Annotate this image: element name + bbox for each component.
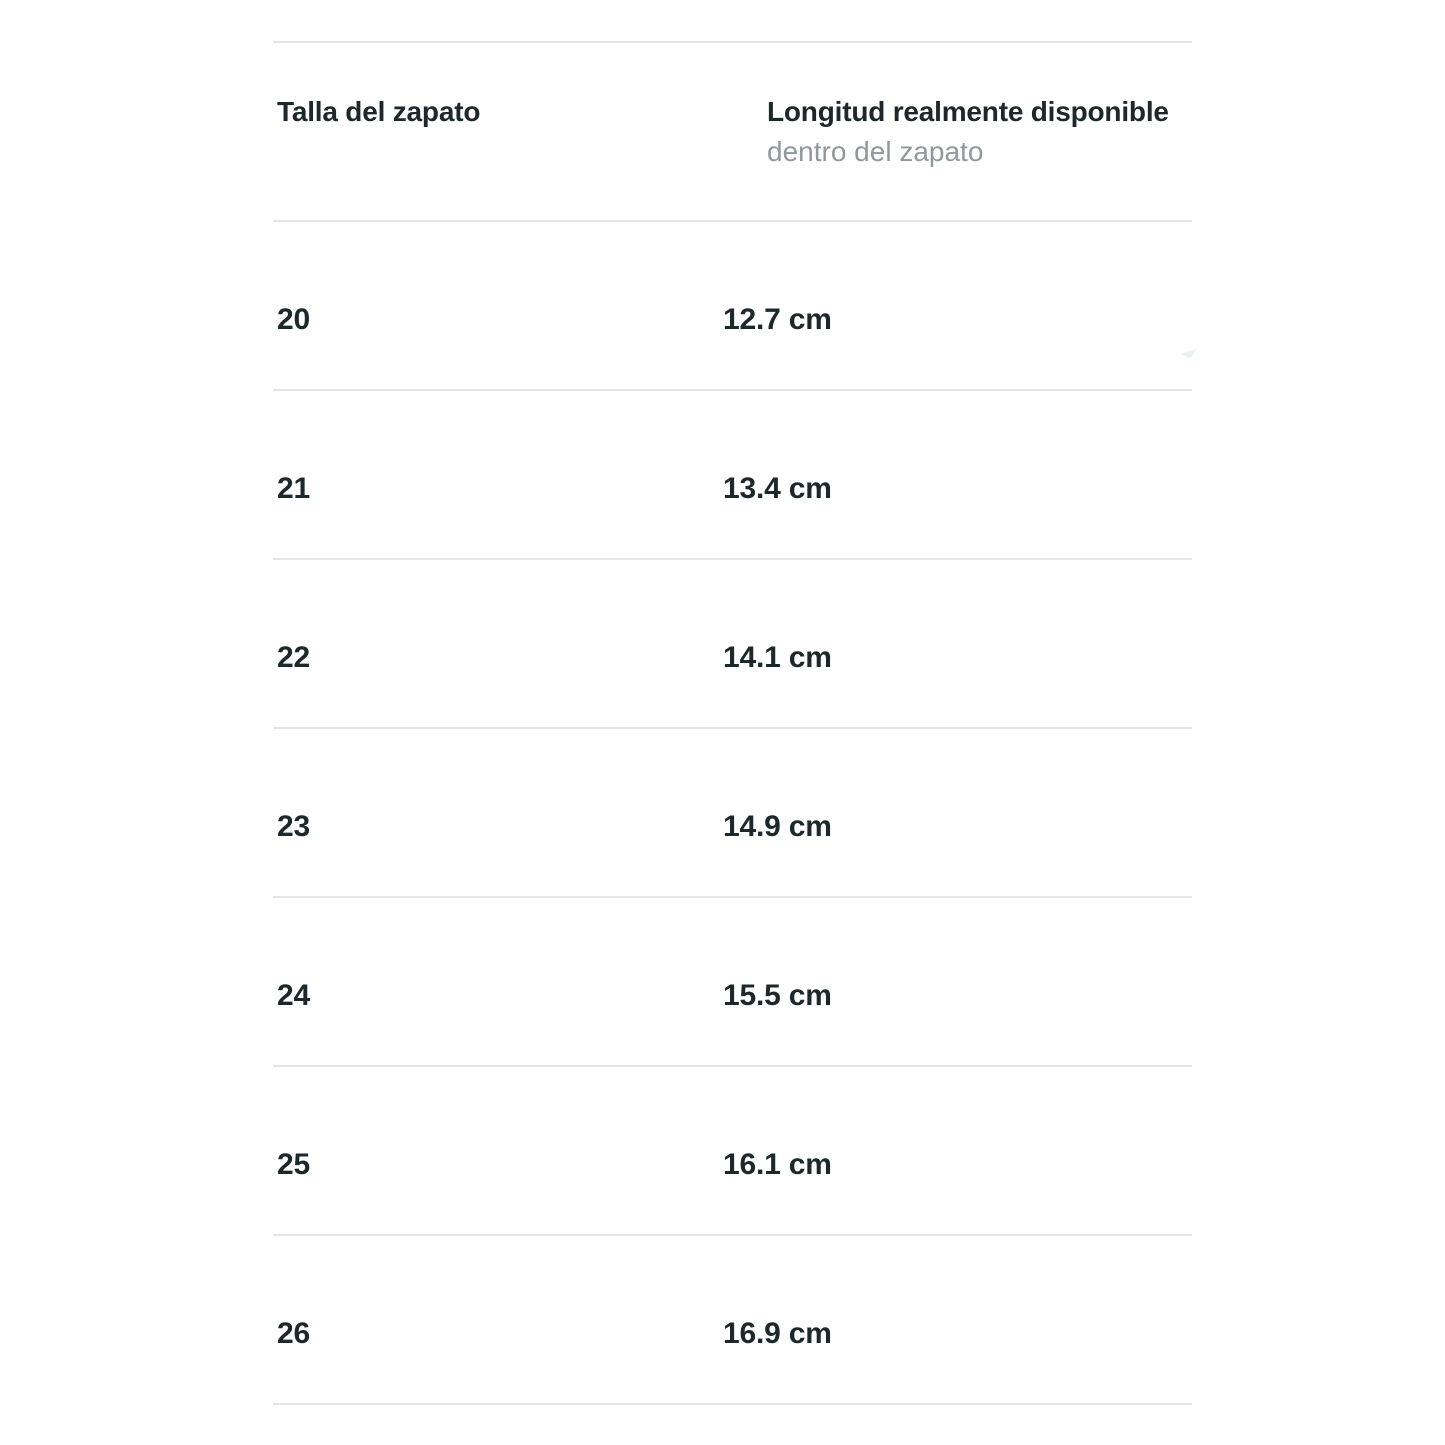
length-value: 14.9 cm — [723, 809, 832, 843]
column-header-length-subtitle: dentro del zapato — [767, 136, 984, 167]
column-header-length-title: Longitud realmente disponible — [767, 96, 1169, 127]
shoe-size-value: 26 — [277, 1316, 310, 1350]
shoe-size-value: 23 — [277, 809, 310, 843]
length-value: 13.4 cm — [723, 471, 832, 505]
table-header-row — [273, 43, 1192, 222]
table-row — [273, 560, 1192, 729]
length-value: 16.9 cm — [723, 1316, 832, 1350]
length-value: 15.5 cm — [723, 978, 832, 1012]
column-header-length — [767, 92, 1192, 172]
shoe-size-value: 20 — [277, 302, 310, 336]
length-value: 16.1 cm — [723, 1147, 832, 1181]
table-row — [273, 729, 1192, 898]
column-header-shoe-size: Talla del zapato — [277, 96, 481, 127]
shoe-size-value: 25 — [277, 1147, 310, 1181]
size-guide-table — [273, 41, 1192, 1405]
length-value: 12.7 cm — [723, 302, 832, 336]
shoe-size-value: 21 — [277, 471, 310, 505]
table-row — [273, 1236, 1192, 1405]
shoe-size-value: 22 — [277, 640, 310, 674]
table-row — [273, 1067, 1192, 1236]
shoe-size-value: 24 — [277, 978, 310, 1012]
table-row — [273, 391, 1192, 560]
table-row — [273, 222, 1192, 391]
length-value: 14.1 cm — [723, 640, 832, 674]
table-body — [273, 222, 1192, 1405]
table-row — [273, 898, 1192, 1067]
